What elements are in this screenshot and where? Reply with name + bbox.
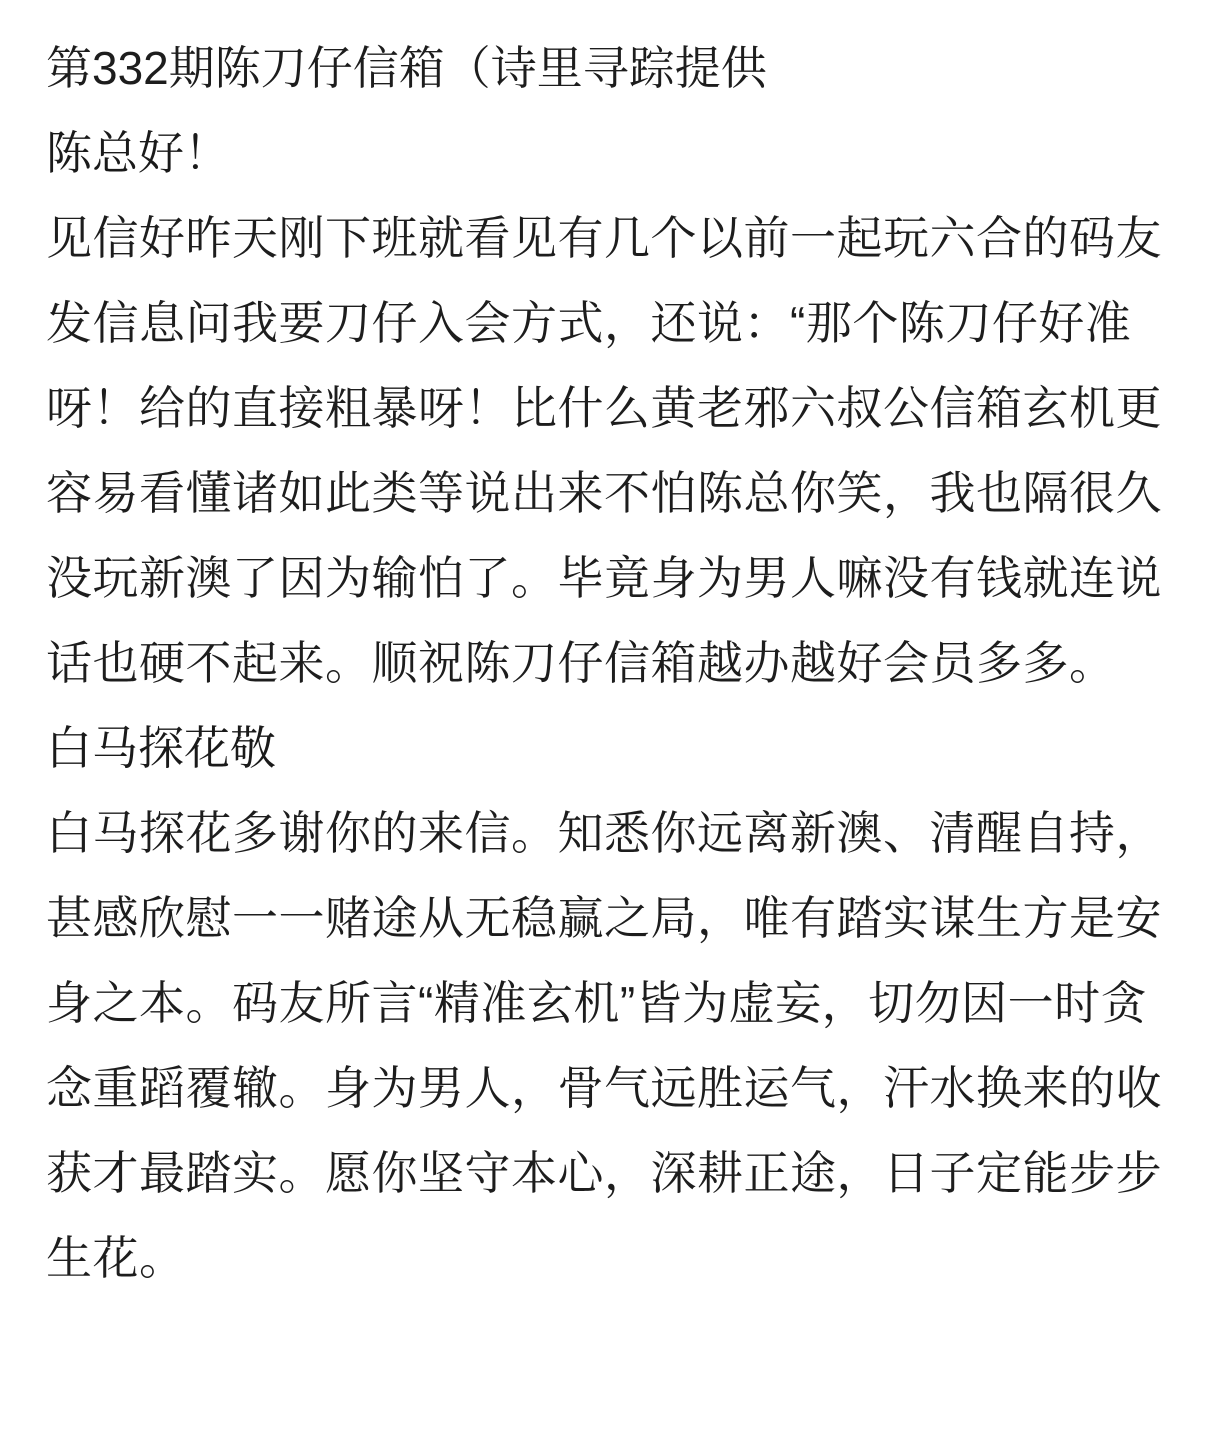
letter-body-paragraph: 见信好昨天刚下班就看见有几个以前一起玩六合的码友发信息问我要刀仔入会方式，还说：“那个陈刀仔好准呀！给的直接粗暴呀！比什么黄老邪六叔公信箱玄机更容易看懂诸如此类等说出来不怕陈总你笑，我也隔很久没玩新澳了因为输怕了。毕竟身为男人嘛没有钱就连说话也硬不起来。顺祝陈刀仔信箱越办越好会员多多。 bbox=[46, 212, 1162, 689]
letter-signature: 白马探花敬 bbox=[46, 722, 276, 774]
page-title: 第332期陈刀仔信箱（诗里寻踪提供 bbox=[46, 42, 767, 94]
reply-body-paragraph: 白马探花多谢你的来信。知悉你远离新澳、清醒自持，甚感欣慰一一赌途从无稳赢之局，唯有踏实谋生方是安身之本。码友所言“精准玄机”皆为虚妄，切勿因一时贪念重蹈覆辙。身为男人，骨气远胜运气，汗水换来的收获才最踏实。愿你坚守本心，深耕正途，日子定能步步生花。 bbox=[46, 807, 1162, 1284]
salutation: 陈总好！ bbox=[46, 127, 230, 179]
letter-header bbox=[46, 26, 1181, 196]
